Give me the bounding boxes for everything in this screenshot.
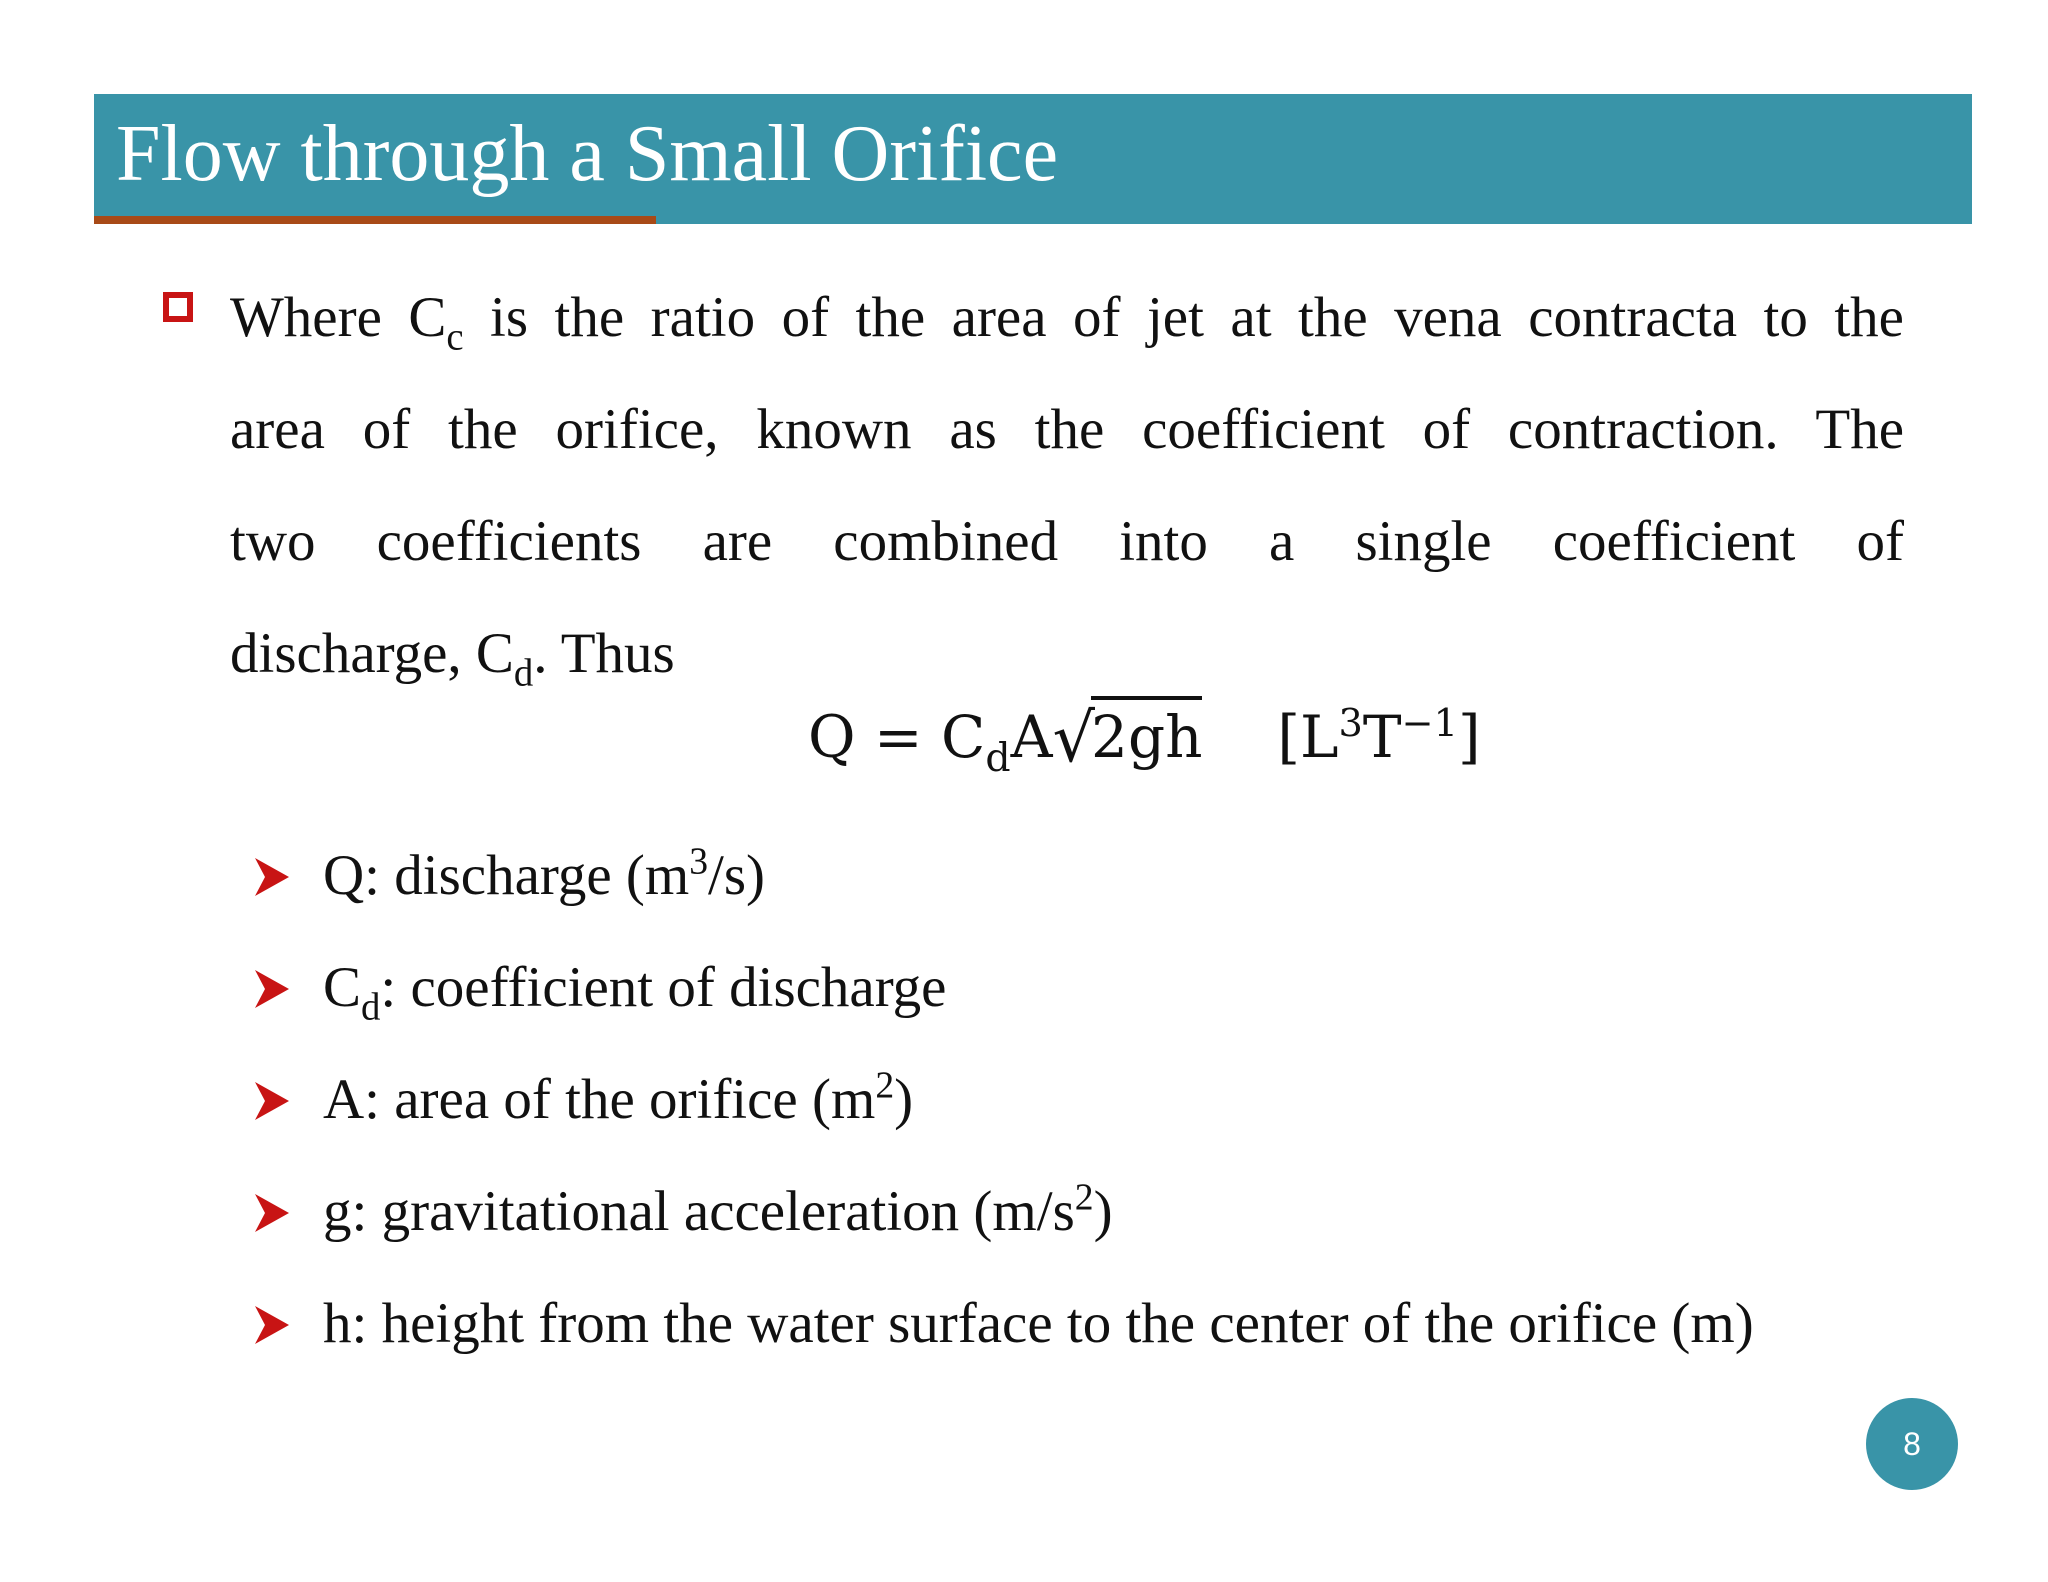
text-span: discharge, C [230,622,514,685]
title-underline [94,216,656,224]
text-span: ) [1093,1180,1113,1243]
subscript: c [446,315,464,359]
superscript: 3 [689,840,708,883]
paragraph-line-1 [230,262,1904,374]
paragraph [230,262,1904,710]
formula-subscript: d [985,734,1011,781]
variable-list [255,820,1975,1380]
discharge-formula [808,692,1481,783]
arrowhead-bullet-icon [255,1082,289,1120]
text-span: ) [894,1068,914,1131]
text-span: Where C [230,286,447,349]
arrowhead-bullet-icon [255,1194,289,1232]
arrowhead-bullet-icon [255,858,289,896]
list-item [255,820,1975,932]
radicand: 2gh [1091,696,1202,772]
square-root [1053,692,1203,783]
list-item [255,1044,1975,1156]
page-number: 8 [1866,1398,1958,1490]
text-span: : coefficient of discharge [380,956,947,1019]
text-span: A: area of the orifice (m [323,1068,876,1131]
title-bar [94,94,1972,224]
paragraph-line-2: area of the orifice, known as the coefficient of contraction. The [230,398,1904,461]
units-superscript: 3 [1338,700,1363,746]
units-close: ] [1457,703,1481,771]
text-span: C [323,956,362,1019]
formula-area: A [1010,703,1053,771]
radical-icon: √ [1052,699,1096,777]
subscript: d [361,985,381,1029]
paragraph-line-3: two coefficients are combined into a single coefficient of [230,510,1904,573]
text-span: g: gravitational acceleration (m/s [323,1180,1075,1243]
superscript: 2 [875,1064,895,1107]
subscript: d [513,651,534,695]
text-span: /s) [708,844,765,907]
superscript: 2 [1074,1176,1094,1219]
slide-title: Flow through a Small Orifice [116,110,1059,198]
arrowhead-bullet-icon [255,1306,289,1344]
text-span: Q: discharge (m [323,844,690,907]
units-superscript: −1 [1401,700,1458,746]
text-span: h: height from the water surface to the center of the orifice (m) [323,1292,1754,1355]
arrowhead-bullet-icon [255,970,289,1008]
text-span: . Thus [533,622,675,685]
units-open: [L [1277,703,1339,771]
list-item [255,1268,1975,1380]
list-item [255,1156,1975,1268]
units-time: T [1362,703,1402,771]
hollow-square-bullet-icon [163,292,193,322]
text-span: is the ratio of the area of jet at the vena contracta to the [463,286,1904,349]
formula-lhs: Q = C [808,703,986,771]
list-item [255,932,1975,1044]
